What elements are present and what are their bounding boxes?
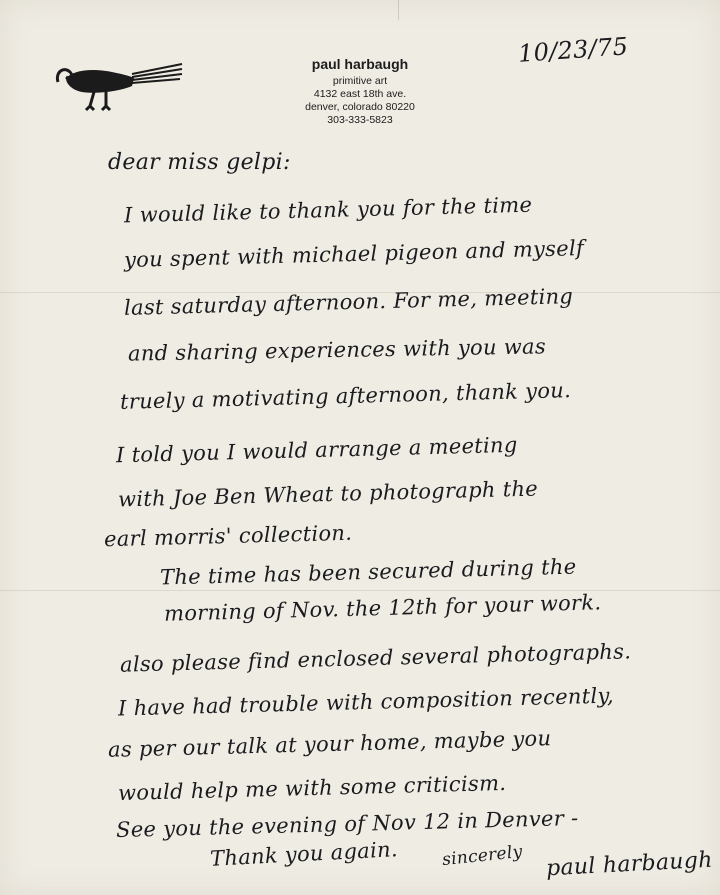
body-line: I have had trouble with composition recently, xyxy=(117,683,615,721)
closing: sincerely xyxy=(441,841,524,871)
letterhead-line: primitive art xyxy=(332,75,388,87)
body-line: I would like to thank you for the time xyxy=(123,192,533,228)
body-line: Thank you again. xyxy=(209,837,399,871)
letterhead xyxy=(270,56,450,127)
letterhead-phone: 303-333-5823 xyxy=(327,114,393,126)
letter-date: 10/23/75 xyxy=(517,32,630,68)
salutation: dear miss gelpi: xyxy=(108,150,291,175)
body-line: morning of Nov. the 12th for your work. xyxy=(163,590,602,626)
body-line: See you the evening of Nov 12 in Denver - xyxy=(115,805,579,843)
body-line: truely a motivating afternoon, thank you. xyxy=(119,378,572,414)
body-line: would help me with some criticism. xyxy=(117,770,507,806)
letterhead-city: denver, colorado 80220 xyxy=(305,101,415,113)
letterhead-name: paul harbaugh xyxy=(311,56,409,72)
body-line: also please find enclosed several photographs. xyxy=(119,639,632,677)
body-line: you spent with michael pigeon and myself xyxy=(123,235,585,273)
body-line: with Joe Ben Wheat to photograph the xyxy=(117,476,539,512)
body-line: and sharing experiences with you was xyxy=(127,334,547,366)
body-line: I told you I would arrange a meeting xyxy=(115,432,518,468)
paper-tear xyxy=(398,0,399,20)
body-line: as per our talk at your home, maybe you xyxy=(107,726,552,762)
body-line: The time has been secured during the xyxy=(159,554,577,590)
body-line: last saturday afternoon. For me, meeting xyxy=(123,284,574,320)
signature: paul harbaugh xyxy=(545,847,714,882)
letterhead-address: 4132 east 18th ave. xyxy=(313,88,407,100)
body-line: earl morris' collection. xyxy=(103,520,353,552)
bird-logo xyxy=(52,56,184,114)
